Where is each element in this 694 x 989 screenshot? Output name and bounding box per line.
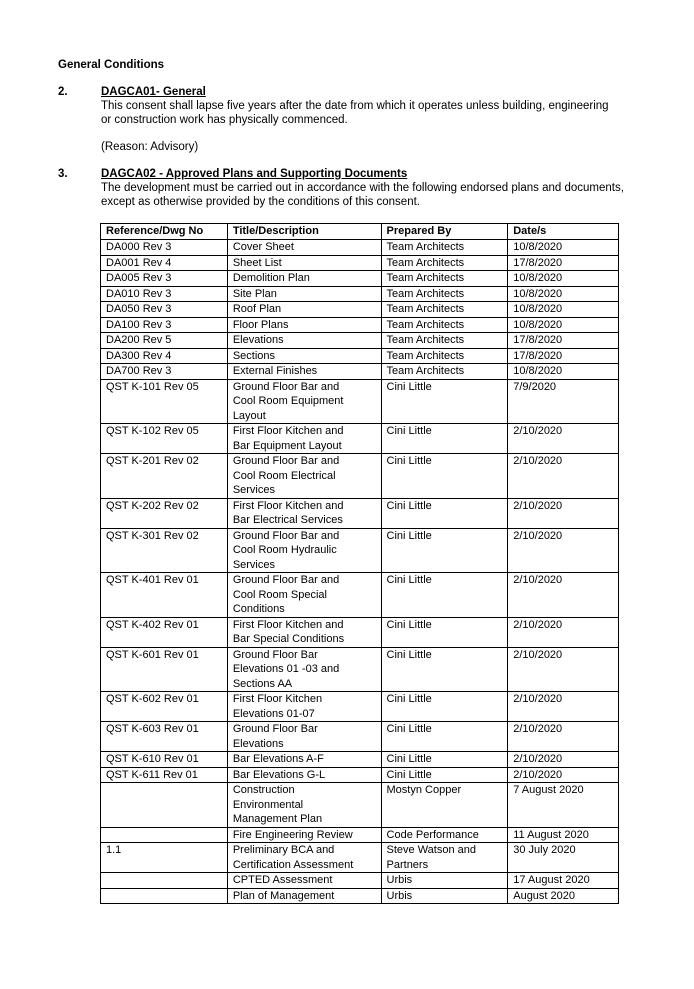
cell-line: Cool Room Equipment bbox=[232, 395, 344, 407]
table-row bbox=[101, 379, 619, 424]
cell-line: Construction bbox=[232, 784, 295, 796]
cell-prepared-by: Team Architects bbox=[381, 255, 508, 271]
cell-date: 10/8/2020 bbox=[508, 286, 619, 302]
cell-reference: QST K-401 Rev 01 bbox=[101, 573, 228, 618]
cell-prepared-by: Team Architects bbox=[381, 286, 508, 302]
cell-prepared-by: Urbis bbox=[381, 873, 508, 889]
table-row bbox=[101, 827, 619, 843]
table-row bbox=[101, 722, 619, 752]
cell-line: First Floor Kitchen bbox=[232, 693, 323, 705]
cell-reference: DA700 Rev 3 bbox=[101, 364, 228, 380]
table-row bbox=[101, 767, 619, 783]
condition-3-body bbox=[101, 181, 641, 209]
cell-line: Elevations 01-07 bbox=[232, 707, 315, 720]
cell-date: 10/8/2020 bbox=[508, 364, 619, 380]
cell-date: 2/10/2020 bbox=[508, 617, 619, 647]
cell-prepared-by: Cini Little bbox=[381, 573, 508, 618]
table-row bbox=[101, 424, 619, 454]
table-row bbox=[101, 286, 619, 302]
cell-prepared-by bbox=[381, 843, 508, 873]
cell-reference: DA300 Rev 4 bbox=[101, 348, 228, 364]
condition-2-body-line: or construction work has physically commenced. bbox=[101, 114, 348, 126]
cell-date: August 2020 bbox=[508, 888, 619, 904]
cell-prepared-by: Team Architects bbox=[381, 240, 508, 256]
cell-prepared-by: Team Architects bbox=[381, 302, 508, 318]
table-row bbox=[101, 333, 619, 349]
cell-date: 2/10/2020 bbox=[508, 647, 619, 692]
cell-line: Bar Equipment Layout bbox=[232, 439, 342, 452]
table-row bbox=[101, 454, 619, 499]
table-row bbox=[101, 498, 619, 528]
cell-reference: QST K-402 Rev 01 bbox=[101, 617, 228, 647]
cell-reference: QST K-301 Rev 02 bbox=[101, 528, 228, 573]
table-header-row bbox=[101, 224, 619, 240]
table-row bbox=[101, 783, 619, 828]
cell-prepared-by: Urbis bbox=[381, 888, 508, 904]
cell-title: Roof Plan bbox=[227, 302, 381, 318]
cell-prepared-by: Cini Little bbox=[381, 647, 508, 692]
cell-line: Elevations bbox=[232, 737, 284, 750]
cell-prepared-by: Cini Little bbox=[381, 424, 508, 454]
cell-prepared-by: Cini Little bbox=[381, 767, 508, 783]
cell-date: 10/8/2020 bbox=[508, 317, 619, 333]
cell-line: Steve Watson and bbox=[386, 844, 476, 856]
condition-2-body bbox=[101, 99, 641, 127]
cell-title bbox=[227, 454, 381, 499]
cell-reference: DA001 Rev 4 bbox=[101, 255, 228, 271]
cell-line: Conditions bbox=[232, 603, 285, 615]
cell-prepared-by: Mostyn Copper bbox=[381, 783, 508, 828]
table-row bbox=[101, 364, 619, 380]
cell-title: Bar Elevations G-L bbox=[227, 767, 381, 783]
table-row bbox=[101, 255, 619, 271]
condition-3-title: DAGCA02 - Approved Plans and Supporting Documents bbox=[101, 168, 408, 180]
condition-3-number: 3. bbox=[58, 168, 68, 180]
cell-title bbox=[227, 722, 381, 752]
cell-date: 2/10/2020 bbox=[508, 498, 619, 528]
cell-reference: QST K-101 Rev 05 bbox=[101, 379, 228, 424]
table-row bbox=[101, 302, 619, 318]
cell-reference: QST K-610 Rev 01 bbox=[101, 752, 228, 768]
cell-title bbox=[227, 843, 381, 873]
cell-date: 10/8/2020 bbox=[508, 240, 619, 256]
table-row bbox=[101, 617, 619, 647]
cell-reference: DA010 Rev 3 bbox=[101, 286, 228, 302]
column-header-dates: Date/s bbox=[508, 224, 619, 240]
table-row bbox=[101, 888, 619, 904]
cell-line: First Floor Kitchen and bbox=[232, 425, 344, 437]
cell-prepared-by: Code Performance bbox=[381, 827, 508, 843]
cell-title bbox=[227, 379, 381, 424]
table-row bbox=[101, 348, 619, 364]
cell-reference bbox=[101, 888, 228, 904]
condition-2-body-line: This consent shall lapse five years after the date from which it operates unless building, engineering bbox=[101, 100, 609, 112]
cell-reference: QST K-603 Rev 01 bbox=[101, 722, 228, 752]
cell-reference bbox=[101, 873, 228, 889]
cell-date: 17/8/2020 bbox=[508, 255, 619, 271]
cell-title bbox=[227, 783, 381, 828]
cell-prepared-by: Cini Little bbox=[381, 722, 508, 752]
table-row bbox=[101, 240, 619, 256]
cell-reference: DA000 Rev 3 bbox=[101, 240, 228, 256]
cell-reference: QST K-102 Rev 05 bbox=[101, 424, 228, 454]
approved-plans-table bbox=[100, 223, 619, 904]
cell-line: Cool Room Electrical bbox=[232, 469, 336, 482]
cell-date: 2/10/2020 bbox=[508, 424, 619, 454]
cell-date: 7/9/2020 bbox=[508, 379, 619, 424]
cell-reference: QST K-611 Rev 01 bbox=[101, 767, 228, 783]
cell-prepared-by: Cini Little bbox=[381, 528, 508, 573]
cell-title: Sections bbox=[227, 348, 381, 364]
cell-date: 2/10/2020 bbox=[508, 722, 619, 752]
cell-line: Ground Floor Bar and bbox=[232, 455, 340, 467]
cell-prepared-by: Cini Little bbox=[381, 617, 508, 647]
column-header-prepared-by: Prepared By bbox=[381, 224, 508, 240]
cell-prepared-by: Team Architects bbox=[381, 348, 508, 364]
cell-title bbox=[227, 528, 381, 573]
table-row bbox=[101, 647, 619, 692]
cell-line: Services bbox=[232, 558, 275, 571]
cell-date: 2/10/2020 bbox=[508, 573, 619, 618]
section-heading: General Conditions bbox=[58, 59, 165, 71]
cell-line: Environmental bbox=[232, 798, 304, 811]
cell-prepared-by: Cini Little bbox=[381, 692, 508, 722]
cell-title bbox=[227, 692, 381, 722]
table-row bbox=[101, 752, 619, 768]
cell-line: Cool Room Special bbox=[232, 588, 327, 601]
cell-line: Ground Floor Bar bbox=[232, 648, 318, 661]
table-row bbox=[101, 843, 619, 873]
cell-reference: QST K-201 Rev 02 bbox=[101, 454, 228, 499]
condition-3-body-line: except as otherwise provided by the conditions of this consent. bbox=[101, 196, 420, 208]
cell-reference bbox=[101, 827, 228, 843]
cell-title bbox=[227, 573, 381, 618]
cell-title bbox=[227, 647, 381, 692]
cell-reference: QST K-202 Rev 02 bbox=[101, 498, 228, 528]
cell-date: 17/8/2020 bbox=[508, 333, 619, 349]
table-row bbox=[101, 873, 619, 889]
cell-line: Ground Floor Bar bbox=[232, 723, 318, 735]
table-body bbox=[101, 240, 619, 904]
cell-title: Elevations bbox=[227, 333, 381, 349]
cell-date: 2/10/2020 bbox=[508, 454, 619, 499]
condition-2-reason: (Reason: Advisory) bbox=[101, 141, 199, 153]
cell-reference: 1.1 bbox=[101, 843, 228, 873]
cell-title bbox=[227, 424, 381, 454]
cell-line: Cool Room Hydraulic bbox=[232, 544, 337, 556]
cell-reference: DA005 Rev 3 bbox=[101, 271, 228, 287]
cell-title bbox=[227, 498, 381, 528]
table-row bbox=[101, 692, 619, 722]
cell-title: Site Plan bbox=[227, 286, 381, 302]
cell-title: Floor Plans bbox=[227, 317, 381, 333]
cell-date: 2/10/2020 bbox=[508, 752, 619, 768]
cell-date: 10/8/2020 bbox=[508, 271, 619, 287]
column-header-title: Title/Description bbox=[227, 224, 381, 240]
table-row bbox=[101, 528, 619, 573]
table-row bbox=[101, 271, 619, 287]
cell-reference: DA200 Rev 5 bbox=[101, 333, 228, 349]
cell-line: Elevations 01 -03 and bbox=[232, 663, 340, 675]
cell-line: Partners bbox=[386, 858, 429, 871]
cell-date: 10/8/2020 bbox=[508, 302, 619, 318]
cell-title: Sheet List bbox=[227, 255, 381, 271]
cell-prepared-by: Team Architects bbox=[381, 317, 508, 333]
cell-line: Bar Electrical Services bbox=[232, 514, 343, 526]
cell-title: Fire Engineering Review bbox=[227, 827, 381, 843]
cell-line: Bar Special Conditions bbox=[232, 633, 345, 645]
cell-line: Certification Assessment bbox=[232, 858, 354, 871]
cell-reference: DA100 Rev 3 bbox=[101, 317, 228, 333]
table-row bbox=[101, 317, 619, 333]
cell-date: 2/10/2020 bbox=[508, 692, 619, 722]
cell-reference bbox=[101, 783, 228, 828]
condition-2-number: 2. bbox=[58, 86, 68, 98]
cell-line: First Floor Kitchen and bbox=[232, 499, 344, 512]
cell-line: Ground Floor Bar and bbox=[232, 380, 340, 393]
condition-2-title: DAGCA01- General bbox=[101, 86, 206, 98]
cell-line: Ground Floor Bar and bbox=[232, 529, 340, 542]
cell-line: Sections AA bbox=[232, 677, 293, 690]
cell-prepared-by: Cini Little bbox=[381, 498, 508, 528]
cell-prepared-by: Team Architects bbox=[381, 364, 508, 380]
cell-prepared-by: Team Architects bbox=[381, 271, 508, 287]
cell-title: Bar Elevations A-F bbox=[227, 752, 381, 768]
cell-line: Preliminary BCA and bbox=[232, 844, 335, 856]
cell-reference: DA050 Rev 3 bbox=[101, 302, 228, 318]
condition-3-body-line: The development must be carried out in accordance with the following endorsed plans and documents, bbox=[101, 182, 624, 194]
cell-reference: QST K-601 Rev 01 bbox=[101, 647, 228, 692]
cell-date: 7 August 2020 bbox=[508, 783, 619, 828]
cell-prepared-by: Cini Little bbox=[381, 752, 508, 768]
table-row bbox=[101, 573, 619, 618]
cell-line: First Floor Kitchen and bbox=[232, 618, 344, 631]
cell-date: 2/10/2020 bbox=[508, 767, 619, 783]
cell-line: Services bbox=[232, 484, 275, 496]
cell-date: 11 August 2020 bbox=[508, 827, 619, 843]
cell-prepared-by: Cini Little bbox=[381, 454, 508, 499]
cell-title: Demolition Plan bbox=[227, 271, 381, 287]
cell-line: Layout bbox=[232, 409, 266, 422]
cell-line: Ground Floor Bar and bbox=[232, 574, 340, 586]
cell-prepared-by: Cini Little bbox=[381, 379, 508, 424]
cell-title: Plan of Management bbox=[227, 888, 381, 904]
cell-reference: QST K-602 Rev 01 bbox=[101, 692, 228, 722]
cell-date: 2/10/2020 bbox=[508, 528, 619, 573]
cell-title bbox=[227, 617, 381, 647]
cell-date: 30 July 2020 bbox=[508, 843, 619, 873]
cell-line: Management Plan bbox=[232, 813, 323, 825]
column-header-reference: Reference/Dwg No bbox=[101, 224, 228, 240]
cell-title: External Finishes bbox=[227, 364, 381, 380]
cell-date: 17/8/2020 bbox=[508, 348, 619, 364]
cell-prepared-by: Team Architects bbox=[381, 333, 508, 349]
cell-title: CPTED Assessment bbox=[227, 873, 381, 889]
cell-title: Cover Sheet bbox=[227, 240, 381, 256]
cell-date: 17 August 2020 bbox=[508, 873, 619, 889]
